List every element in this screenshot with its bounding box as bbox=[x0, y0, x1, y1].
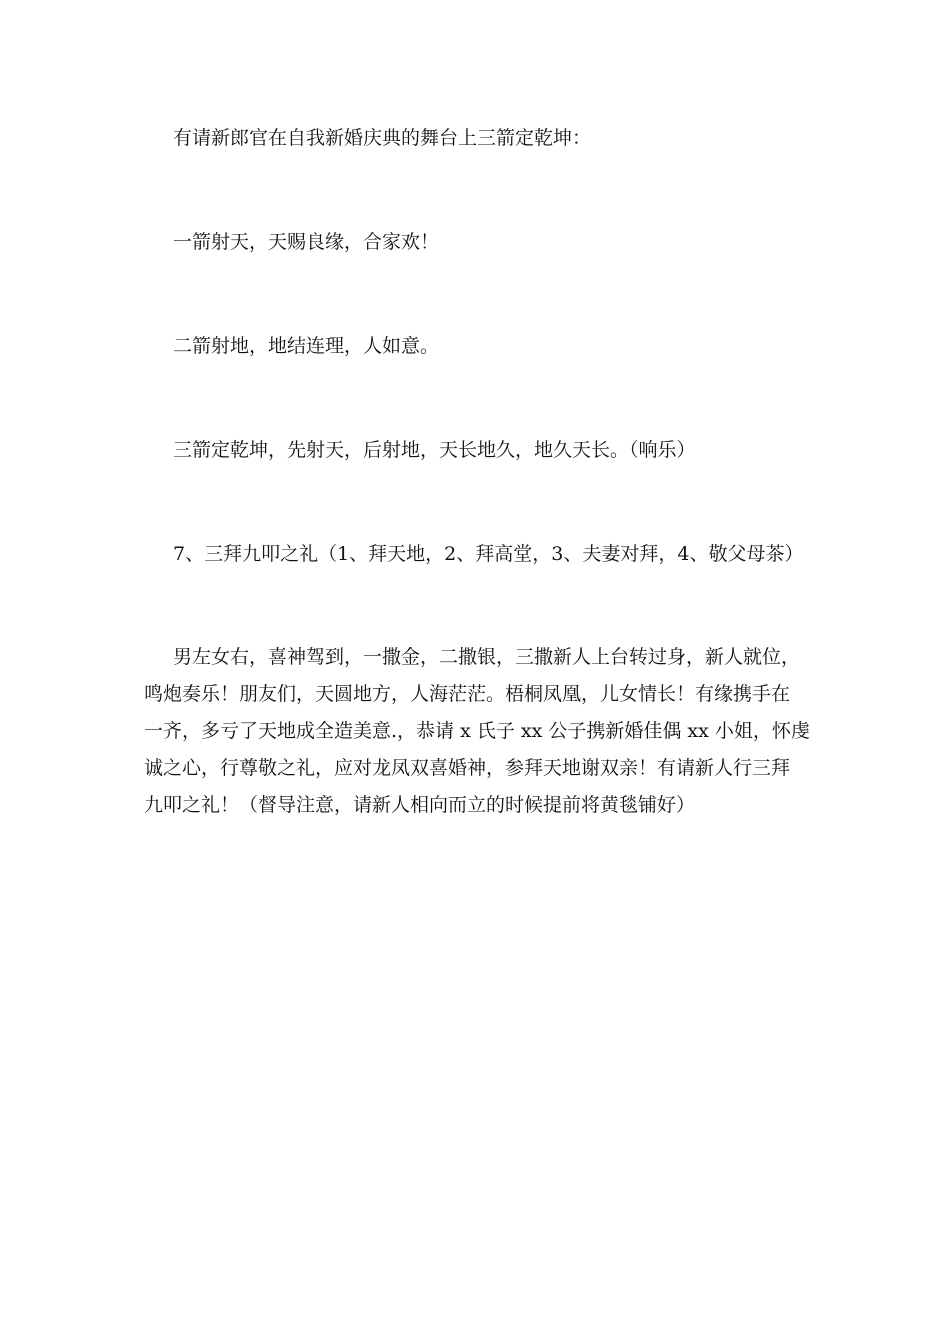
first-arrow-line: 一箭射天，天赐良缘，合家欢！ bbox=[173, 231, 440, 253]
paragraph-line: 男左女右，喜神驾到，一撒金，二撒银，三撒新人上台转过身，新人就位， bbox=[173, 646, 801, 668]
paragraph-line: 一齐，多亏了天地成全造美意.，恭请 x 氏子 xx 公子携新婚佳偶 xx 小姐，怀虔 bbox=[144, 720, 810, 742]
third-arrow-line: 三箭定乾坤，先射天，后射地，天长地久，地久天长。（响乐） bbox=[173, 439, 696, 461]
paragraph-line: 诚之心，行尊敬之礼，应对龙凤双喜婚神，参拜天地谢双亲！有请新人行三拜 bbox=[144, 757, 791, 779]
intro-line: 有请新郎官在自我新婚庆典的舞台上三箭定乾坤： bbox=[173, 127, 592, 149]
second-arrow-line: 二箭射地，地结连理，人如意。 bbox=[173, 335, 440, 357]
paragraph-line: 九叩之礼！（督导注意，请新人相向而立的时候提前将黄毯铺好） bbox=[144, 794, 696, 816]
ceremony-paragraph bbox=[144, 639, 809, 824]
section-heading: 7、三拜九叩之礼（1、拜天地，2、拜高堂，3、夫妻对拜，4、敬父母茶） bbox=[173, 543, 804, 565]
paragraph-line: 鸣炮奏乐！朋友们，天圆地方，人海茫茫。梧桐凤凰，儿女情长！有缘携手在 bbox=[144, 683, 791, 705]
